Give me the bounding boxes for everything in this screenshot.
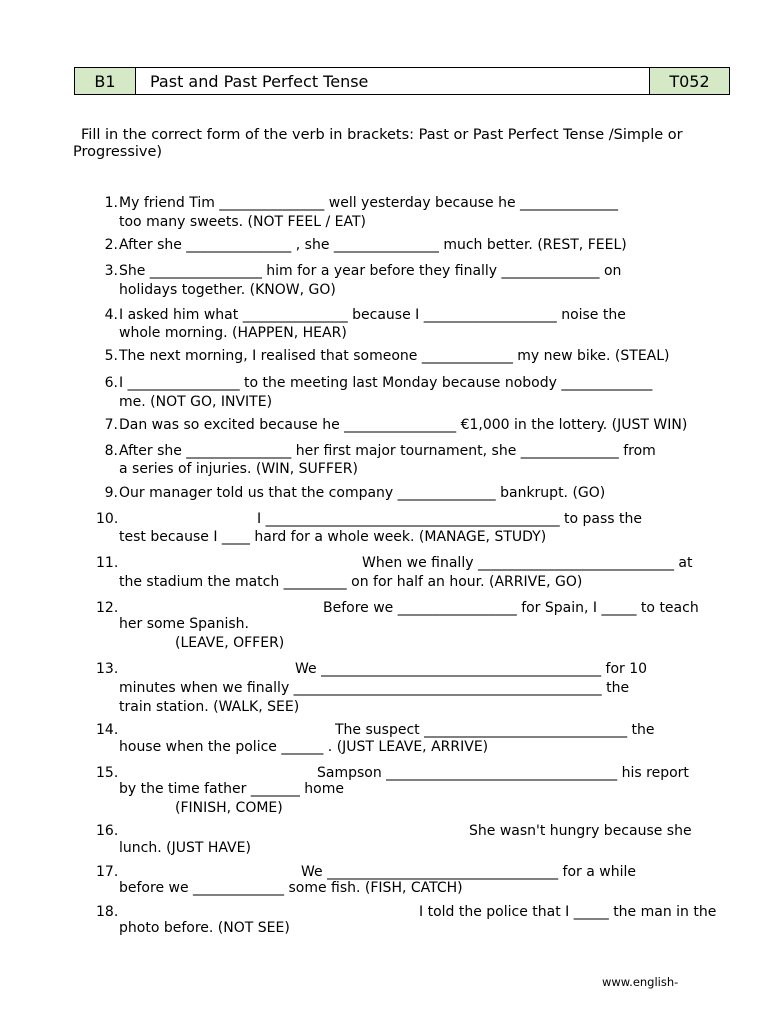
item-line: After she _______________ , she _______________ much better. (REST, FEEL) xyxy=(119,237,627,253)
item-number: 2. xyxy=(104,237,118,253)
item-line: before we _____________ some fish. (FISH, CATCH) xyxy=(119,880,463,896)
item-line: I told the police that I _____ the man in the xyxy=(419,904,717,920)
item-line: her some Spanish. xyxy=(119,616,249,632)
item-number: 5. xyxy=(104,348,118,364)
item-number: 3. xyxy=(104,263,118,279)
item-number: 16. xyxy=(96,823,119,839)
item-number: 18. xyxy=(96,904,119,920)
item-line: house when the police ______ . (JUST LEAVE, ARRIVE) xyxy=(119,739,489,755)
item-line: a series of injuries. (WIN, SUFFER) xyxy=(119,461,358,477)
item-line: We _________________________________ for a while xyxy=(301,864,636,880)
item-line: Our manager told us that the company ______________ bankrupt. (GO) xyxy=(119,485,606,501)
item-number: 9. xyxy=(104,485,118,501)
item-line: We ________________________________________ for 10 xyxy=(295,661,648,677)
item-line: I asked him what _______________ because I ___________________ noise the xyxy=(119,307,626,323)
item-line: When we finally ____________________________ at xyxy=(362,555,693,571)
item-line: Before we _________________ for Spain, I _____ to teach xyxy=(323,600,699,616)
item-number: 6. xyxy=(104,375,118,391)
item-number: 10. xyxy=(96,511,119,527)
instructions: Fill in the correct form of the verb in brackets: Past or Past Perfect Tense /Simple or Progressive) xyxy=(73,127,683,160)
item-number: 4. xyxy=(104,307,118,323)
item-line: After she _______________ her first major tournament, she ______________ from xyxy=(119,443,656,459)
item-line: (FINISH, COME) xyxy=(175,800,283,816)
item-number: 14. xyxy=(96,722,119,738)
item-line: (LEAVE, OFFER) xyxy=(175,635,285,651)
item-line: me. (NOT GO, INVITE) xyxy=(119,394,273,410)
item-number: 12. xyxy=(96,600,119,616)
item-number: 7. xyxy=(104,417,118,433)
item-line: lunch. (JUST HAVE) xyxy=(119,840,251,856)
item-line: photo before. (NOT SEE) xyxy=(119,920,290,936)
item-line: My friend Tim _______________ well yesterday because he ______________ xyxy=(119,195,619,211)
item-line: Sampson _________________________________ his report xyxy=(317,765,689,781)
item-line: holidays together. (KNOW, GO) xyxy=(119,282,336,298)
item-number: 13. xyxy=(96,661,119,677)
item-number: 15. xyxy=(96,765,119,781)
item-line: minutes when we finally ____________________________________________ the xyxy=(119,680,630,696)
item-line: Dan was so excited because he ________________ €1,000 in the lottery. (JUST WIN) xyxy=(119,417,688,433)
item-number: 8. xyxy=(104,443,118,459)
item-line: The suspect _____________________________ the xyxy=(335,722,655,738)
item-line: test because I ____ hard for a whole week. (MANAGE, STUDY) xyxy=(119,529,547,545)
worksheet-title: Past and Past Perfect Tense xyxy=(150,71,369,91)
item-line: the stadium the match _________ on for half an hour. (ARRIVE, GO) xyxy=(119,574,583,590)
item-line: by the time father _______ home xyxy=(119,781,344,797)
item-line: She wasn't hungry because she xyxy=(469,823,692,839)
item-number: 1. xyxy=(104,195,118,211)
item-line: The next morning, I realised that someone _____________ my new bike. (STEAL) xyxy=(119,348,670,364)
item-number: 11. xyxy=(96,555,119,571)
footer-website: www.english- xyxy=(602,975,679,989)
item-line: whole morning. (HAPPEN, HEAR) xyxy=(119,325,347,341)
worksheet-header xyxy=(74,67,730,95)
item-line: too many sweets. (NOT FEEL / EAT) xyxy=(119,214,367,230)
item-line: I ________________ to the meeting last Monday because nobody _____________ xyxy=(119,375,653,391)
worksheet-code: T052 xyxy=(649,68,729,94)
item-line: I __________________________________________ to pass the xyxy=(257,511,643,527)
level-badge: B1 xyxy=(75,68,136,94)
item-number: 17. xyxy=(96,864,119,880)
item-line: train station. (WALK, SEE) xyxy=(119,699,300,715)
item-line: She ________________ him for a year before they finally ______________ on xyxy=(119,263,622,279)
